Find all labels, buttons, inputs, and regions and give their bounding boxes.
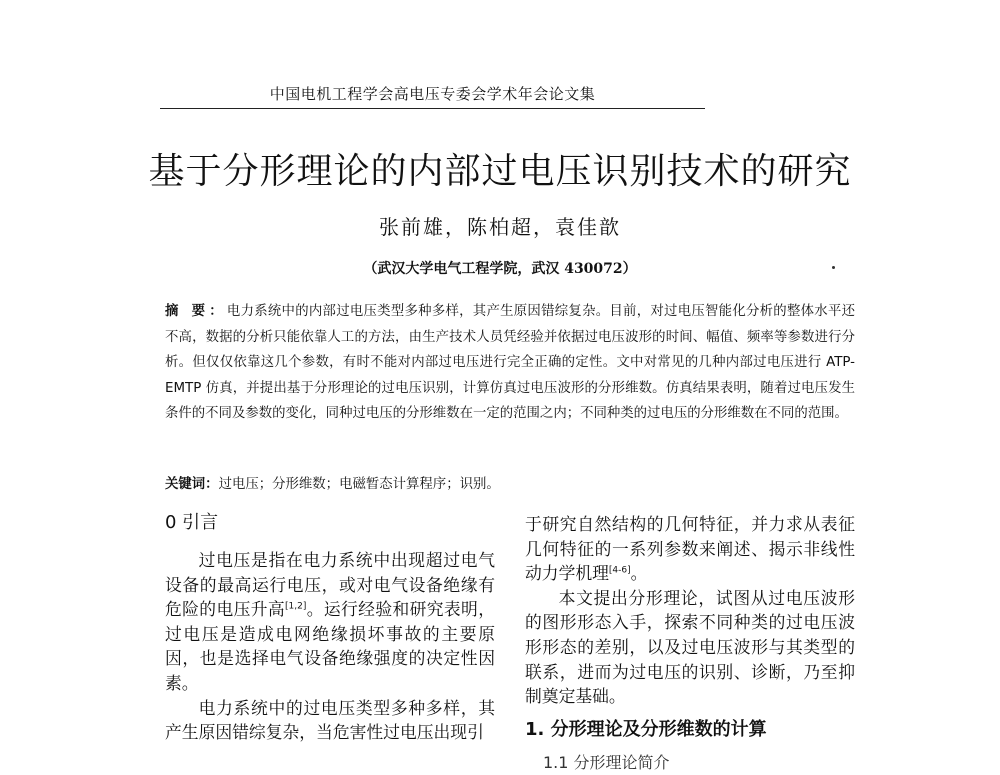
scan-speck — [832, 266, 835, 269]
right-paragraph-1 — [525, 512, 855, 586]
affiliation: （武汉大学电气工程学院，武汉 430072） — [363, 261, 637, 277]
abstract-label: 摘 要： — [165, 304, 227, 319]
keywords-text: 过电压；分形维数；电磁暂态计算程序；识别。 — [218, 477, 500, 492]
header-rule — [160, 108, 705, 109]
intro-p1-text-b: 。运行经验和研究表明，过电压是造成电网绝缘损坏事故的主要原因，也是选择电气设备绝缘强度的决定性因素。 — [165, 599, 495, 693]
intro-p1-text-a: 过电压是指在电力系统中出现超过电气设备的最高运行电压，或对电气设备绝缘有危险的电压升高 — [165, 550, 495, 620]
left-column — [165, 510, 495, 745]
keywords-label: 关键词： — [165, 477, 219, 492]
section-0-heading: 0 引言 — [165, 512, 219, 533]
intro-paragraph-1 — [165, 548, 495, 696]
right-column — [525, 512, 855, 775]
citation-1-2: [1,2] — [285, 601, 307, 612]
paper-title: 基于分形理论的内部过电压识别技术的研究 — [148, 151, 852, 192]
section-1-heading: 1. 分形理论及分形维数的计算 — [525, 718, 767, 740]
abstract-text: 电力系统中的内部过电压类型多种多样，其产生原因错综复杂。目前，对过电压智能化分析的整体水平还不高，数据的分析只能依靠人工的方法，由生产技术人员凭经验并依据过电压波形的时间、幅值、频率等参数进行分析。但仅仅依靠这几个参数，有时不能对内部过电压进行完全正确的定性。文中对常见的几种内部过电压进行 ATP-EMTP 仿真，并提出基于分形理论的过电压识别，计算仿真过电压波形的分形维数。仿真结果表明，随着过电压发生条件的不同及参数的变化，同种过电压的分形维数在一定的范围之内；不同种类的过电压的分形维数在不同的范围。 — [165, 304, 855, 422]
intro-paragraph-2: 电力系统中的过电压类型多种多样，其产生原因错综复杂，当危害性过电压出现引 — [165, 697, 495, 743]
section-1-1-heading: 1.1 分形理论简介 — [543, 752, 670, 772]
citation-4-6: [4-6] — [608, 565, 631, 576]
right-p1-text-a: 于研究自然结构的几何特征，并力求从表征几何特征的一系列参数来阐述、揭示非线性动力学机理 — [525, 514, 855, 584]
right-p1-text-b: 。 — [630, 563, 648, 584]
abstract — [165, 299, 855, 427]
running-header: 中国电机工程学会高电压专委会学术年会论文集 — [269, 85, 596, 103]
keywords — [165, 474, 855, 496]
right-paragraph-2: 本文提出分形理论，试图从过电压波形的图形形态入手，探索不同种类的过电压波形形态的差别，以及过电压波形与其类型的联系，进而为过电压的识别、诊断，乃至抑制奠定基础。 — [525, 587, 855, 707]
authors: 张前雄，陈柏超，袁佳歆 — [379, 215, 621, 239]
